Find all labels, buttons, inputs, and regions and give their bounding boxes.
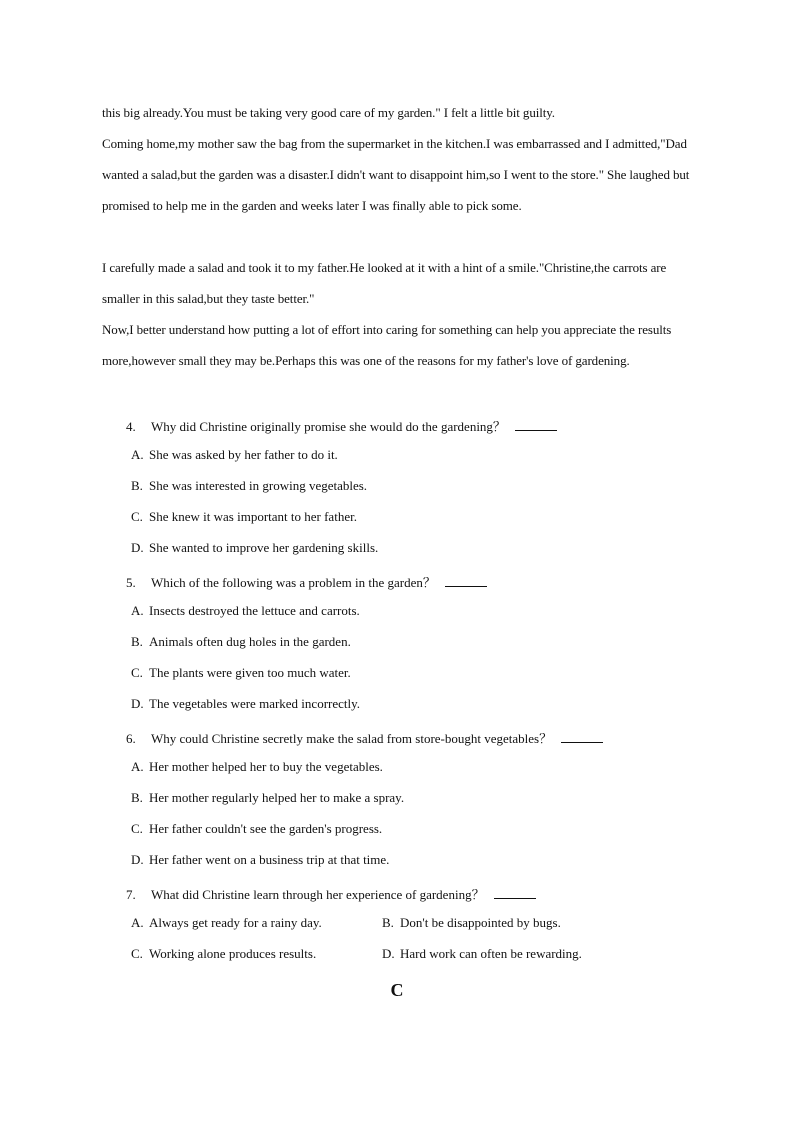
- option-letter: D.: [382, 946, 395, 961]
- option-5a: [131, 603, 360, 619]
- option-text: Hard work can often be rewarding.: [400, 946, 582, 961]
- option-letter: D.: [131, 696, 144, 711]
- question-6: [126, 728, 603, 747]
- option-4c: [131, 509, 357, 525]
- section-heading: C: [390, 980, 404, 1000]
- option-6b: [131, 790, 404, 806]
- option-text: Working alone produces results.: [149, 946, 317, 961]
- option-7a: [131, 915, 322, 931]
- question-number: 4.: [126, 419, 136, 434]
- question-number: 7.: [126, 887, 136, 902]
- option-7b: [382, 915, 561, 931]
- option-text: Animals often dug holes in the garden.: [149, 634, 351, 649]
- answer-blank[interactable]: [445, 576, 487, 587]
- question-5: [126, 572, 487, 591]
- option-7c: [131, 946, 316, 962]
- option-6a: [131, 759, 383, 775]
- option-letter: D.: [131, 852, 144, 867]
- option-7d: [382, 946, 582, 962]
- passage-paragraph-3: I carefully made a salad and took it to my father.He looked at it with a hint of a smile."Christine,the carrots are smaller in this salad,but they taste better.": [102, 260, 667, 306]
- option-text: She knew it was important to her father.: [149, 509, 357, 524]
- option-text: Her father went on a business trip at that time.: [149, 852, 390, 867]
- question-4: [126, 416, 557, 435]
- option-letter: C.: [131, 821, 143, 836]
- option-4d: [131, 540, 378, 556]
- option-letter: B.: [131, 790, 143, 805]
- option-letter: A.: [131, 759, 144, 774]
- option-5b: [131, 634, 351, 650]
- passage-paragraph-4: Now,I better understand how putting a lot of effort into caring for something can help you appreciate the results more,however small they may be.Perhaps this was one of the reasons for my father's love of gardening.: [102, 322, 672, 368]
- question-number: 6.: [126, 731, 136, 746]
- option-letter: C.: [131, 946, 143, 961]
- option-letter: A.: [131, 915, 144, 930]
- option-5d: [131, 696, 360, 712]
- question-text: What did Christine learn through her experience of gardening？: [151, 887, 485, 902]
- passage-paragraph-1: this big already.You must be taking very good care of my garden." I felt a little bit guilty.: [102, 105, 555, 120]
- question-text: Why could Christine secretly make the salad from store-bought vegetables？: [151, 731, 553, 746]
- option-text: Her mother regularly helped her to make a spray.: [149, 790, 405, 805]
- option-text: She wanted to improve her gardening skills.: [149, 540, 379, 555]
- option-6d: [131, 852, 389, 868]
- option-letter: D.: [131, 540, 144, 555]
- option-5c: [131, 665, 351, 681]
- option-6c: [131, 821, 382, 837]
- option-letter: C.: [131, 665, 143, 680]
- answer-blank[interactable]: [494, 888, 536, 899]
- passage-paragraph-2: Coming home,my mother saw the bag from the supermarket in the kitchen.I was embarrassed and I admitted,"Dad wanted a salad,but the garden was a disaster.I didn't want to disappoint him,so I went to the store." She laughed but promised to help me in the garden and weeks later I was finally able to pick some.: [102, 136, 690, 213]
- option-text: Insects destroyed the lettuce and carrots.: [149, 603, 360, 618]
- question-7: [126, 884, 536, 903]
- question-text: Which of the following was a problem in the garden？: [151, 575, 436, 590]
- option-letter: B.: [131, 478, 143, 493]
- option-letter: C.: [131, 509, 143, 524]
- option-letter: B.: [131, 634, 143, 649]
- option-text: The plants were given too much water.: [149, 665, 351, 680]
- option-text: Her mother helped her to buy the vegetables.: [149, 759, 383, 774]
- option-letter: A.: [131, 447, 144, 462]
- option-text: Her father couldn't see the garden's progress.: [149, 821, 383, 836]
- question-number: 5.: [126, 575, 136, 590]
- option-letter: B.: [382, 915, 394, 930]
- option-text: She was interested in growing vegetables.: [149, 478, 368, 493]
- option-text: Don't be disappointed by bugs.: [400, 915, 561, 930]
- option-letter: A.: [131, 603, 144, 618]
- answer-blank[interactable]: [515, 420, 557, 431]
- answer-blank[interactable]: [561, 732, 603, 743]
- option-text: The vegetables were marked incorrectly.: [149, 696, 361, 711]
- option-4b: [131, 478, 367, 494]
- question-text: Why did Christine originally promise she would do the gardening？: [151, 419, 506, 434]
- option-4a: [131, 447, 338, 463]
- option-text: Always get ready for a rainy day.: [149, 915, 322, 930]
- option-text: She was asked by her father to do it.: [149, 447, 338, 462]
